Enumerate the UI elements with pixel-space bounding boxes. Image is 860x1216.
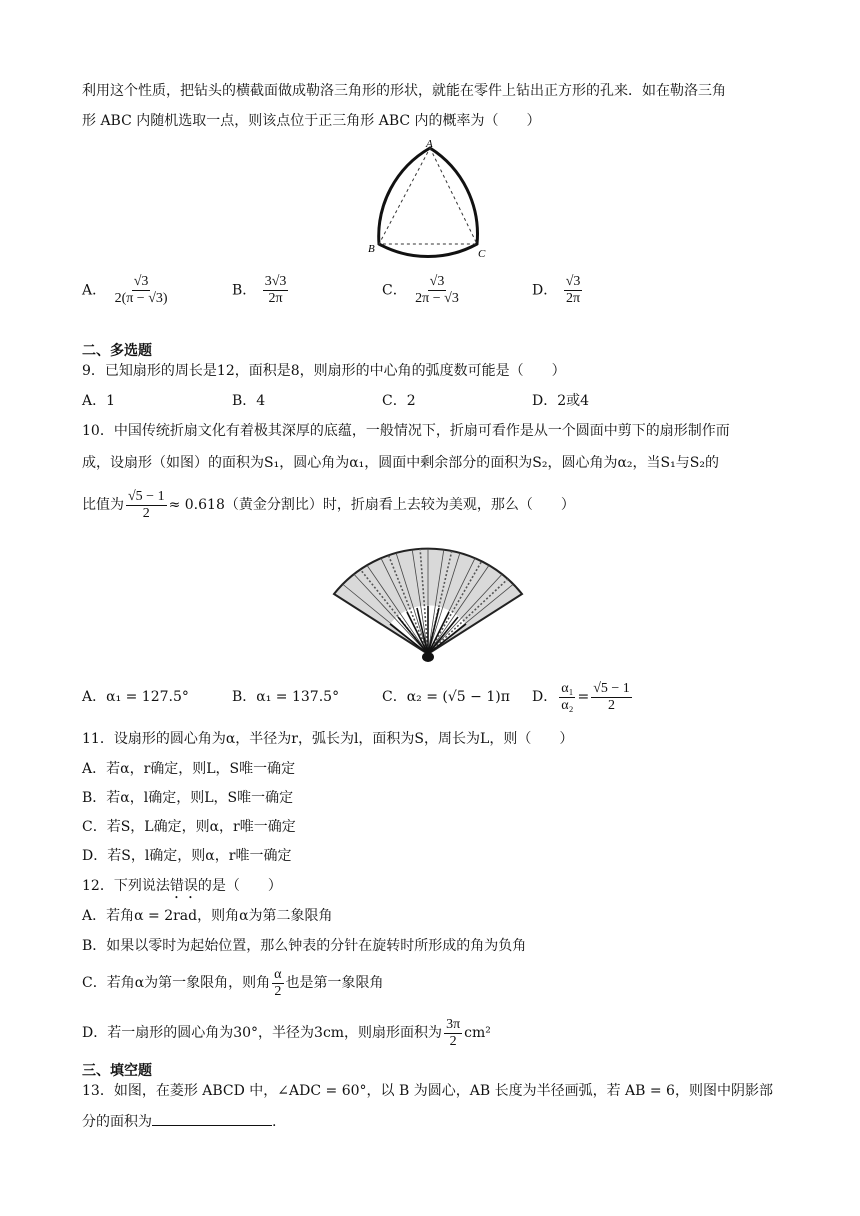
vertex-b-label: B — [368, 243, 375, 255]
q12-emphasis-word: 错误 — [169, 878, 198, 894]
q9-option-a[interactable]: A．1 — [82, 393, 116, 409]
q10-option-d[interactable]: D． $\frac{\text{α₁}}{\text{α₂}}$ = $\frac{√5 - 1}{2}$ — [532, 680, 630, 713]
q12-option-d[interactable]: D．若一扇形的圆心角为30°，半径为3cm，则扇形面积为 $\frac{3\pi}{2}$ cm² — [82, 1016, 491, 1049]
section-heading-fill-in: 三、填空题 — [82, 1063, 152, 1079]
folding-fan-figure — [328, 530, 528, 666]
q9-option-c[interactable]: C．2 — [382, 393, 416, 409]
q12-option-a[interactable]: A．若角α = 2rad，则角α为第二象限角 — [82, 908, 333, 924]
q13-text-line1: 13．如图，在菱形 ABCD 中，∠ADC = 60°，以 B 为圆心，AB 长度为半径画弧，若 AB = 6，则图中阴影部 — [82, 1083, 773, 1099]
vertex-a-label: A — [426, 138, 433, 150]
q8-option-d[interactable]: D． $\frac{√3}{2\pi}$ — [532, 274, 581, 306]
q11-option-b[interactable]: B．若α，l确定，则L，S唯一确定 — [82, 790, 294, 806]
vertex-c-label: C — [478, 248, 486, 260]
q10-option-c[interactable]: C．α₂ = (√5 − 1)π — [382, 689, 510, 705]
section-heading-multiple-choice: 二、多选题 — [82, 343, 152, 359]
q8-option-a[interactable]: A． $\frac{√3}{2(\pi - √3)}$ — [82, 274, 168, 306]
q10-option-a[interactable]: A．α₁ = 127.5° — [82, 689, 189, 705]
q11-stem: 11．设扇形的圆心角为α，半径为r，弧长为l，面积为S，周长为L，则（ ） — [82, 731, 574, 747]
q13-answer-blank[interactable] — [152, 1111, 272, 1126]
q12-stem: 12．下列说法错误的是（ ） — [82, 878, 282, 894]
equilateral-triangle-dashed — [379, 148, 477, 244]
q13-text-line2: 分的面积为 . — [82, 1111, 778, 1133]
q8-option-d-fraction: $\frac{√3}{2\pi}$ — [565, 274, 581, 306]
q8-text-line1: 利用这个性质，把钻头的横截面做成勒洛三角形的形状，就能在零件上钻出正方形的孔来．如在勒洛三角 — [82, 83, 726, 99]
q8-option-b-fraction: $\frac{3√3}{2\pi}$ — [264, 274, 287, 306]
q8-option-a-fraction: $\frac{√3}{2(\pi - √3)}$ — [114, 274, 168, 306]
q8-option-c-fraction: $\frac{√3}{2\pi - √3}$ — [415, 274, 459, 306]
q9-stem: 9．已知扇形的周长是12，面积是8，则扇形的中心角的弧度数可能是（ ） — [82, 363, 566, 379]
q11-option-d[interactable]: D．若S，l确定，则α，r唯一确定 — [82, 848, 292, 864]
q10-text-line1: 10．中国传统折扇文化有着极其深厚的底蕴，一般情况下，折扇可看作是从一个圆面中剪下的扇形制作而 — [82, 423, 730, 439]
q9-option-b[interactable]: B．4 — [232, 393, 266, 409]
q10-option-b[interactable]: B．α₁ = 137.5° — [232, 689, 340, 705]
q8-option-c[interactable]: C． $\frac{√3}{2\pi - √3}$ — [382, 274, 459, 306]
reuleaux-triangle-figure — [360, 136, 500, 262]
q11-option-c[interactable]: C．若S，L确定，则α，r唯一确定 — [82, 819, 296, 835]
q11-option-a[interactable]: A．若α，r确定，则L，S唯一确定 — [82, 761, 296, 777]
q10-text-line3: 比值为 $\frac{√5 - 1}{2}$ ≈ 0.618（黄金分割比）时，折扇看上去较为美观，那么（ ） — [82, 488, 575, 521]
q8-option-b[interactable]: B． $\frac{3√3}{2\pi}$ — [232, 274, 287, 306]
golden-ratio-fraction: $\frac{√5 - 1}{2}$ — [128, 488, 165, 521]
fan-rivet — [422, 652, 434, 662]
q10-text-line2: 成，设扇形（如图）的面积为S₁，圆心角为α₁，圆面中剩余部分的面积为S₂，圆心角为α₂，当S₁与S₂的 — [82, 455, 719, 471]
q8-text-line2: 形 ABC 内随机选取一点，则该点位于正三角形 ABC 内的概率为（ ） — [82, 113, 541, 129]
q9-option-d[interactable]: D．2或4 — [532, 393, 590, 409]
reuleaux-outline — [379, 148, 478, 257]
q12-option-b[interactable]: B．如果以零时为起始位置，那么钟表的分针在旋转时所形成的角为负角 — [82, 938, 527, 954]
q12-option-c[interactable]: C．若角α为第一象限角，则角 $\frac{\alpha}{2}$ 也是第一象限角 — [82, 966, 384, 999]
